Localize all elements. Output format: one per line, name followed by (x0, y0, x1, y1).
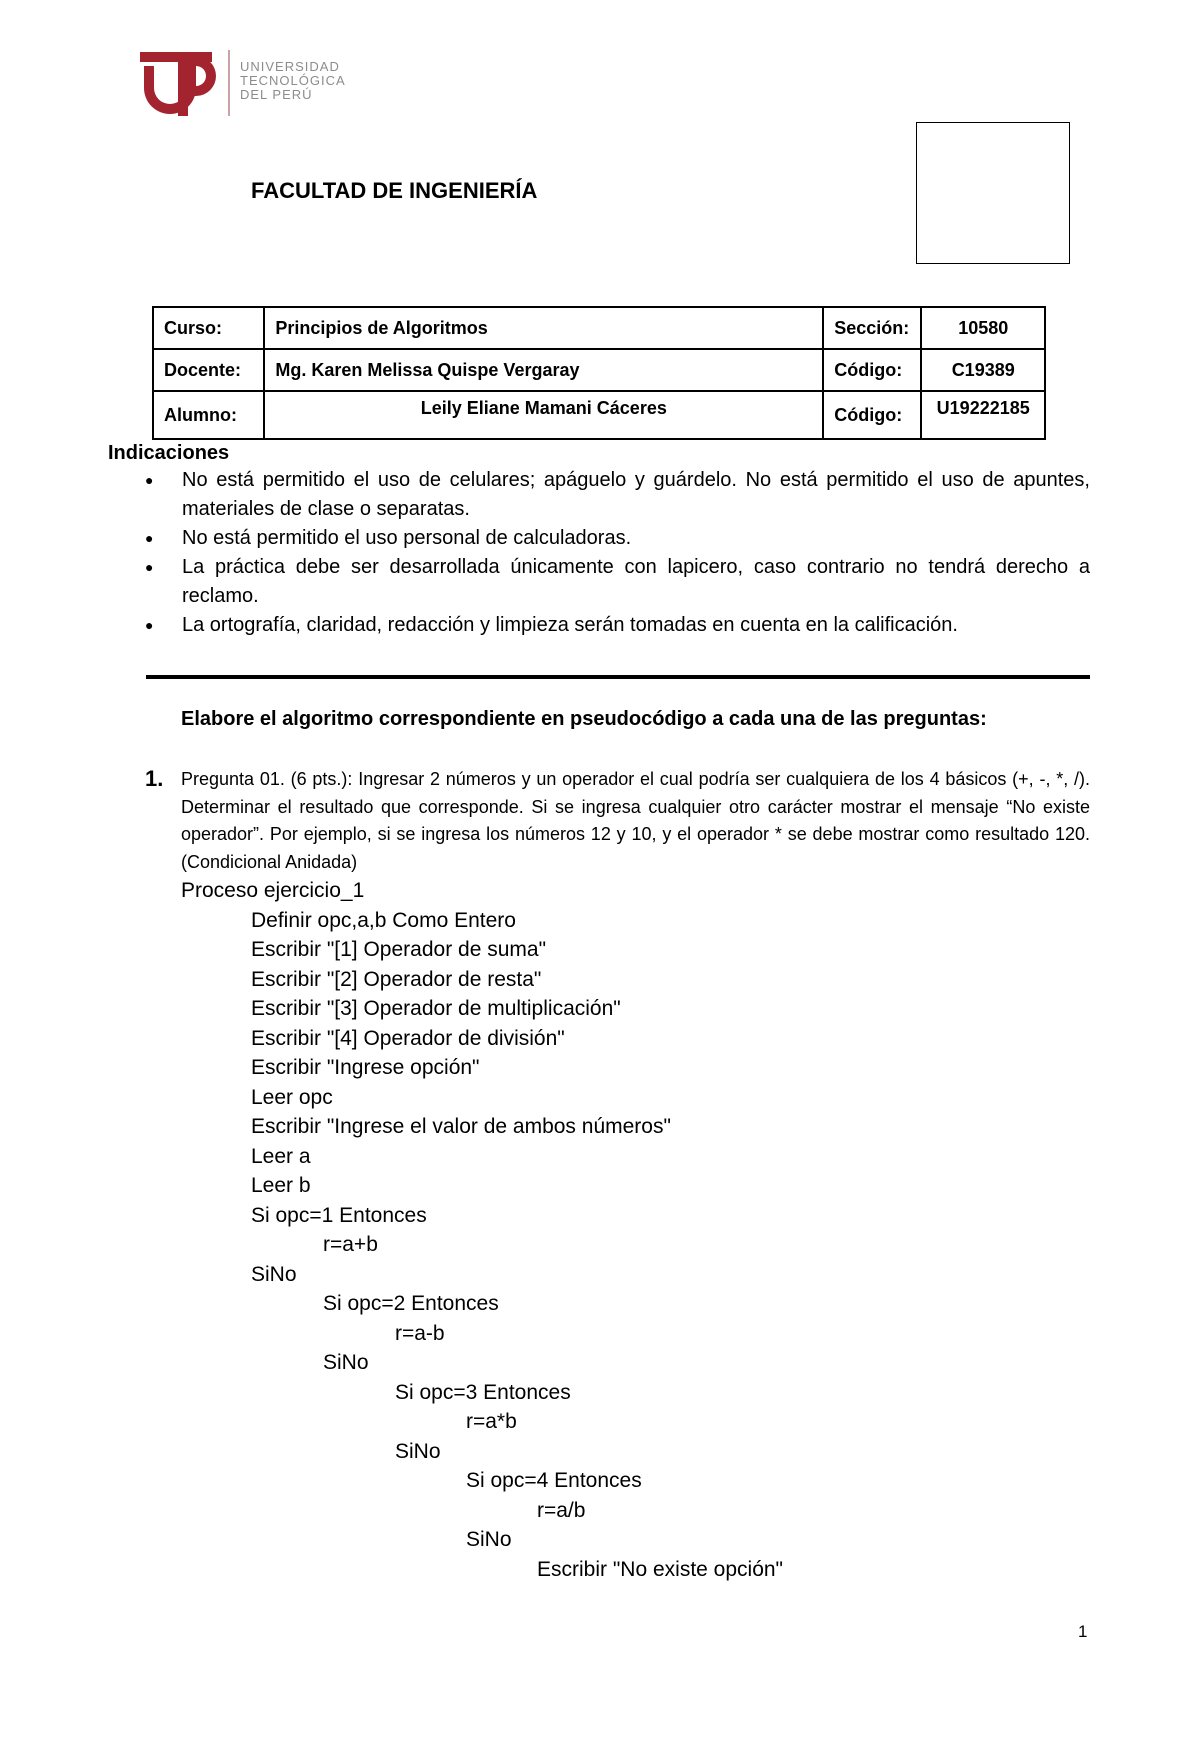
codigo-label-2: Código: (823, 391, 921, 439)
code-line: Proceso ejercicio_1 (181, 879, 365, 902)
university-line-1: UNIVERSIDAD (240, 59, 340, 74)
code-line: r=a+b (323, 1233, 378, 1256)
code-line: SiNo (466, 1528, 512, 1551)
code-line: r=a-b (395, 1321, 445, 1345)
code-line: Si opc=3 Entonces (395, 1380, 571, 1404)
photo-box (916, 122, 1070, 264)
code-line: Si opc=2 Entonces (323, 1292, 499, 1315)
codigo-alumno-value: U19222185 (921, 391, 1045, 439)
code-line: SiNo (251, 1262, 297, 1286)
table-row (153, 391, 1045, 439)
faculty-title: FACULTAD DE INGENIERÍA (251, 178, 538, 203)
table-row (153, 349, 1045, 391)
codigo-label: Código: (823, 349, 921, 391)
list-item: ● No está permitido el uso personal de calculadoras. (140, 524, 1090, 553)
code-line: Escribir "[3] Operador de multiplicación" (251, 997, 621, 1020)
indicaciones-list (140, 466, 1090, 640)
curso-label: Curso: (153, 307, 264, 349)
code-line: r=a*b (466, 1410, 517, 1433)
list-item: ● No está permitido el uso de celulares; apáguelo y guárdelo. No está permitido el uso de apuntes, materiales de clase o separatas. (140, 466, 1090, 524)
section-divider (146, 675, 1090, 679)
docente-value: Mg. Karen Melissa Quispe Vergaray (264, 349, 823, 391)
pseudocode-block (181, 876, 783, 1584)
code-line: Leer b (251, 1174, 311, 1197)
university-line-2: TECNOLÓGICA (240, 73, 346, 88)
seccion-label: Sección: (823, 307, 921, 349)
student-info-table (152, 306, 1046, 440)
code-line: Escribir "No existe opción" (537, 1557, 784, 1581)
alumno-label: Alumno: (153, 391, 264, 439)
code-line: Si opc=4 Entonces (466, 1469, 642, 1492)
code-line: SiNo (323, 1351, 369, 1374)
curso-value: Principios de Algoritmos (264, 307, 823, 349)
seccion-value: 10580 (921, 307, 1045, 349)
indicaciones-title: Indicaciones (108, 442, 230, 464)
code-line: Escribir "Ingrese opción" (251, 1056, 480, 1079)
alumno-value: Leily Eliane Mamani Cáceres (264, 391, 823, 439)
code-line: Si opc=1 Entonces (251, 1203, 427, 1227)
list-item: ● La práctica debe ser desarrollada únicamente con lapicero, caso contrario no tendrá derecho a reclamo. (140, 553, 1090, 611)
codigo-docente-value: C19389 (921, 349, 1045, 391)
code-line: Escribir "Ingrese el valor de ambos números" (251, 1115, 671, 1138)
university-name (240, 60, 346, 102)
question-text: Pregunta 01. (6 pts.): Ingresar 2 números y un operador el cual podría ser cualquiera de los 4 básicos (+, -, *, /). Determinar el resultado que corresponde. Si se ingresa cualquier otro carácter mostrar el mensaje “No existe operador”. Por ejemplo, si se ingresa los números 12 y 10, y el operador * se debe mostrar como resultado 120.(Condicional Anidada) (181, 769, 1090, 872)
code-line: Leer a (251, 1144, 311, 1168)
code-line: Escribir "[1] Operador de suma" (251, 938, 547, 961)
question-number: 1. (145, 766, 164, 791)
list-item: ● La ortografía, claridad, redacción y limpieza serán tomadas en cuenta en la calificación. (140, 611, 1090, 640)
table-row (153, 307, 1045, 349)
code-line: Definir opc,a,b Como Entero (251, 908, 516, 932)
code-line: Leer opc (251, 1085, 333, 1109)
code-line: Escribir "[2] Operador de resta" (251, 967, 542, 991)
logo-divider (228, 50, 230, 116)
code-line: SiNo (395, 1439, 441, 1463)
code-line: r=a/b (537, 1498, 586, 1522)
instruction-heading: Elabore el algoritmo correspondiente en pseudocódigo a cada una de las preguntas: (181, 708, 987, 730)
docente-label: Docente: (153, 349, 264, 391)
code-line: Escribir "[4] Operador de división" (251, 1026, 565, 1050)
page-number: 1 (1078, 1622, 1088, 1641)
university-line-3: DEL PERÚ (240, 87, 313, 102)
